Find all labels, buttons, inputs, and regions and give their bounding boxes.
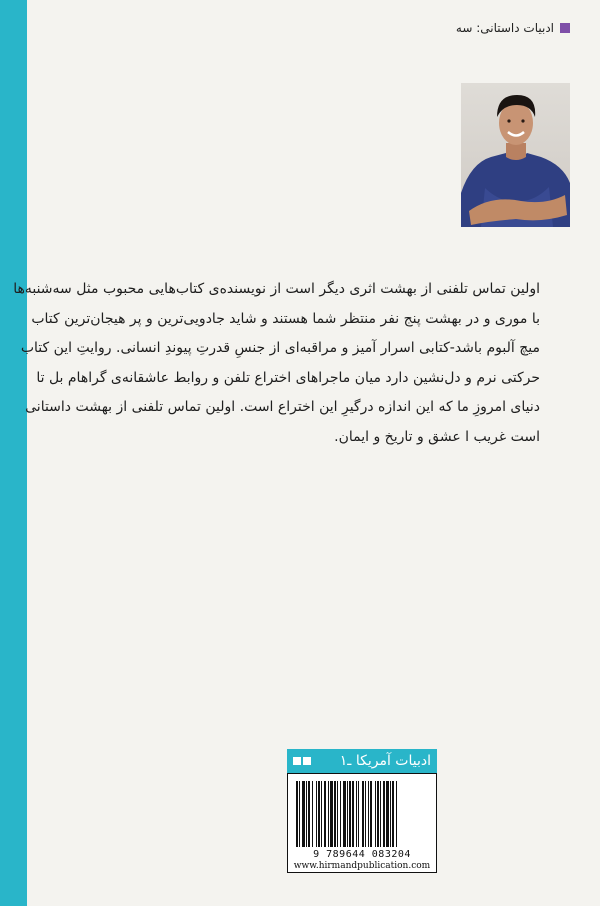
barcode-bar	[375, 781, 376, 847]
barcode-bar	[328, 781, 329, 847]
barcode-icon	[296, 781, 428, 847]
barcode-bar	[362, 781, 364, 847]
publisher-emblem-icon	[293, 757, 311, 765]
barcode-bar	[340, 781, 341, 847]
barcode-bar	[330, 781, 333, 847]
isbn-number: 9 789644 083204	[313, 849, 411, 860]
barcode-bar	[356, 781, 357, 847]
barcode-bar	[306, 781, 307, 847]
barcode-bar	[334, 781, 336, 847]
barcode-bar	[392, 781, 394, 847]
barcode-bar	[318, 781, 320, 847]
barcode-bar	[358, 781, 359, 847]
barcode-bar	[337, 781, 338, 847]
barcode-bar	[365, 781, 366, 847]
barcode-bar	[302, 781, 305, 847]
barcode-bar	[368, 781, 369, 847]
barcode-bar	[383, 781, 385, 847]
barcode-bar	[347, 781, 348, 847]
barcode-bar	[349, 781, 351, 847]
blurb-line: حرکتی نرم و دل‌نشین دارد میان ماجراهای اختراع تلفن و روابط عاشقانه‌ی گراهام بل تا	[36, 369, 540, 386]
barcode-bar	[321, 781, 322, 847]
series-label: ادبیات داستانی: سه	[455, 21, 554, 35]
blurb-line: با موری و در بهشت پنج نفر منتظر شما هستند و شاید جادویی‌ترین و پر هیجان‌ترین کتاب	[31, 310, 540, 327]
collection-label: ادبیات آمریکا ـ۱	[339, 753, 431, 769]
barcode-bar	[370, 781, 372, 847]
blurb-line: اولین تماس تلفنی از بهشت اثری دیگر است از نویسنده‌ی کتاب‌هایی محبوب مثل سه‌شنبه‌ها	[13, 281, 540, 297]
barcode-bar	[343, 781, 346, 847]
barcode-bar	[299, 781, 300, 847]
barcode-bar	[316, 781, 317, 847]
series-tag	[456, 21, 570, 35]
barcode-bar	[390, 781, 391, 847]
author-portrait-icon	[461, 83, 570, 227]
book-spine-strip	[0, 0, 27, 906]
blurb-line: است غریب ا عشق و تاریخ و ایمان.	[334, 428, 540, 445]
blurb-line: میچ آلبوم باشد-کتابی اسرار آمیز و مراقبه‌ای از جنسِ قدرتِ پیوندِ انسانی. روایتِ این کتاب	[20, 340, 540, 356]
barcode-bar	[312, 781, 313, 847]
publisher-website: www.hirmandpublication.com	[293, 861, 431, 871]
series-square-icon	[560, 23, 570, 33]
barcode-bar	[352, 781, 354, 847]
barcode-bar	[380, 781, 381, 847]
collection-label-box	[287, 749, 437, 773]
author-photo	[461, 83, 570, 227]
book-blurb	[13, 275, 540, 452]
barcode-bar	[377, 781, 379, 847]
barcode-bar	[324, 781, 326, 847]
barcode-bar	[386, 781, 389, 847]
barcode-block	[287, 773, 437, 873]
barcode-bar	[308, 781, 310, 847]
blurb-line: دنیای امروزِ ما که این اندازه درگیرِ این اختراع است. اولین تماس تلفنی از بهشت داستانی	[25, 399, 540, 415]
barcode-bar	[296, 781, 298, 847]
barcode-bar	[396, 781, 397, 847]
